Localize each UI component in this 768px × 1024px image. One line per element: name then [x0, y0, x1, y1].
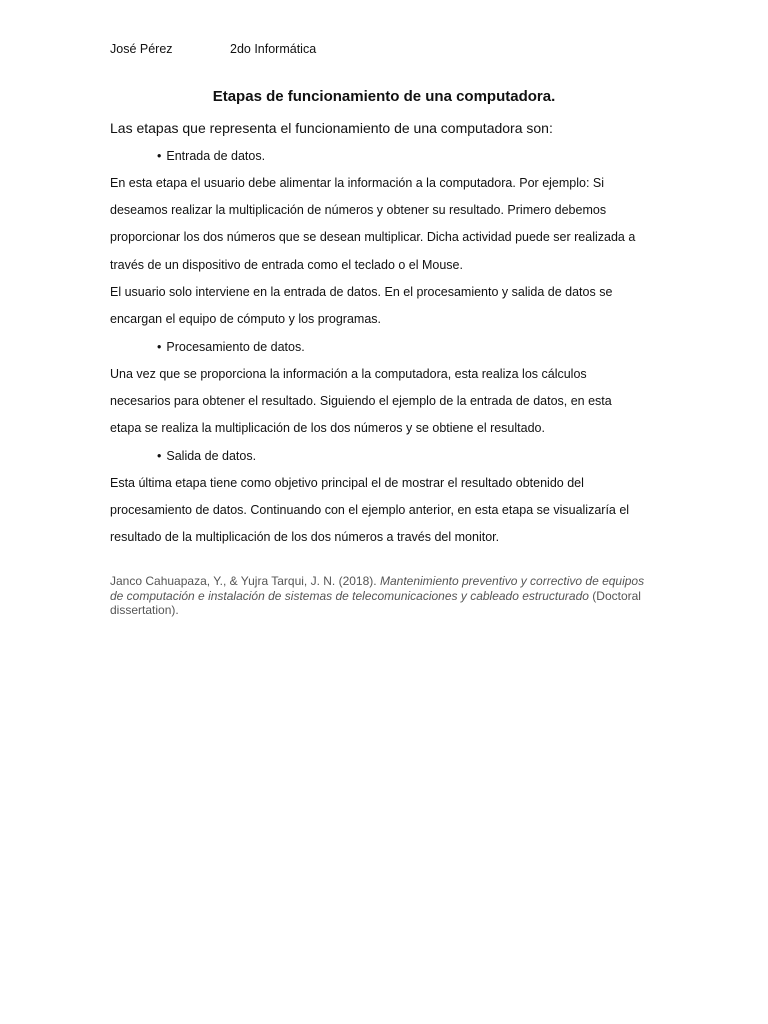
- citation-authors: Janco Cahuapaza, Y., & Yujra Tarqui, J. N. (2018).: [110, 574, 377, 588]
- document-title: Etapas de funcionamiento de una computadora.: [212, 88, 556, 105]
- intro-text: Las etapas que representa el funcionamiento de una computadora son:: [110, 120, 553, 136]
- paragraph-salida: Esta última etapa tiene como objetivo principal el de mostrar el resultado obtenido del procesamiento de datos. Continuando con el ejemplo anterior, en esta etapa se visualizaría el resultado de la multiplicación de los dos números a través del monitor.: [110, 476, 630, 545]
- paragraph-procesamiento: Una vez que se proporciona la información a la computadora, esta realiza los cálculos necesarios para obtener el resultado. Siguiendo el ejemplo de la entrada de datos, en esta etapa se realiza la multiplicación de los dos números y se obtiene el resultado.: [110, 367, 612, 436]
- course-name: 2do Informática: [230, 42, 317, 56]
- bullet-salida: [157, 449, 256, 463]
- bullet-procesamiento: [157, 340, 305, 354]
- paragraph-entrada-1: En esta etapa el usuario debe alimentar la información a la computadora. Por ejemplo: Si deseamos realizar la multiplicación de números y obtener su resultado. Primero debemos proporcionar los dos números que se desean multiplicar. Dicha actividad puede ser realizada a través de un dispositivo de entrada como el teclado o el Mouse.: [110, 176, 636, 272]
- bullet-label: Salida de datos.: [166, 449, 257, 463]
- bullet-icon: •: [157, 149, 162, 163]
- bullet-icon: •: [157, 449, 162, 463]
- citation-work: Mantenimiento preventivo y correctivo de equipos de computación e instalación de sistemas de telecomunicaciones y cableado estructurado: [110, 574, 645, 603]
- author-name: José Pérez: [110, 42, 173, 56]
- bullet-label: Procesamiento de datos.: [166, 340, 305, 354]
- citation: [110, 574, 650, 618]
- paragraph-entrada-2: El usuario solo interviene en la entrada de datos. En el procesamiento y salida de datos se encargan el equipo de cómputo y los programas.: [110, 285, 613, 327]
- bullet-icon: •: [157, 340, 162, 354]
- citation-note: (Doctoral dissertation).: [110, 588, 641, 617]
- bullet-entrada: [157, 149, 265, 163]
- bullet-label: Entrada de datos.: [166, 149, 266, 163]
